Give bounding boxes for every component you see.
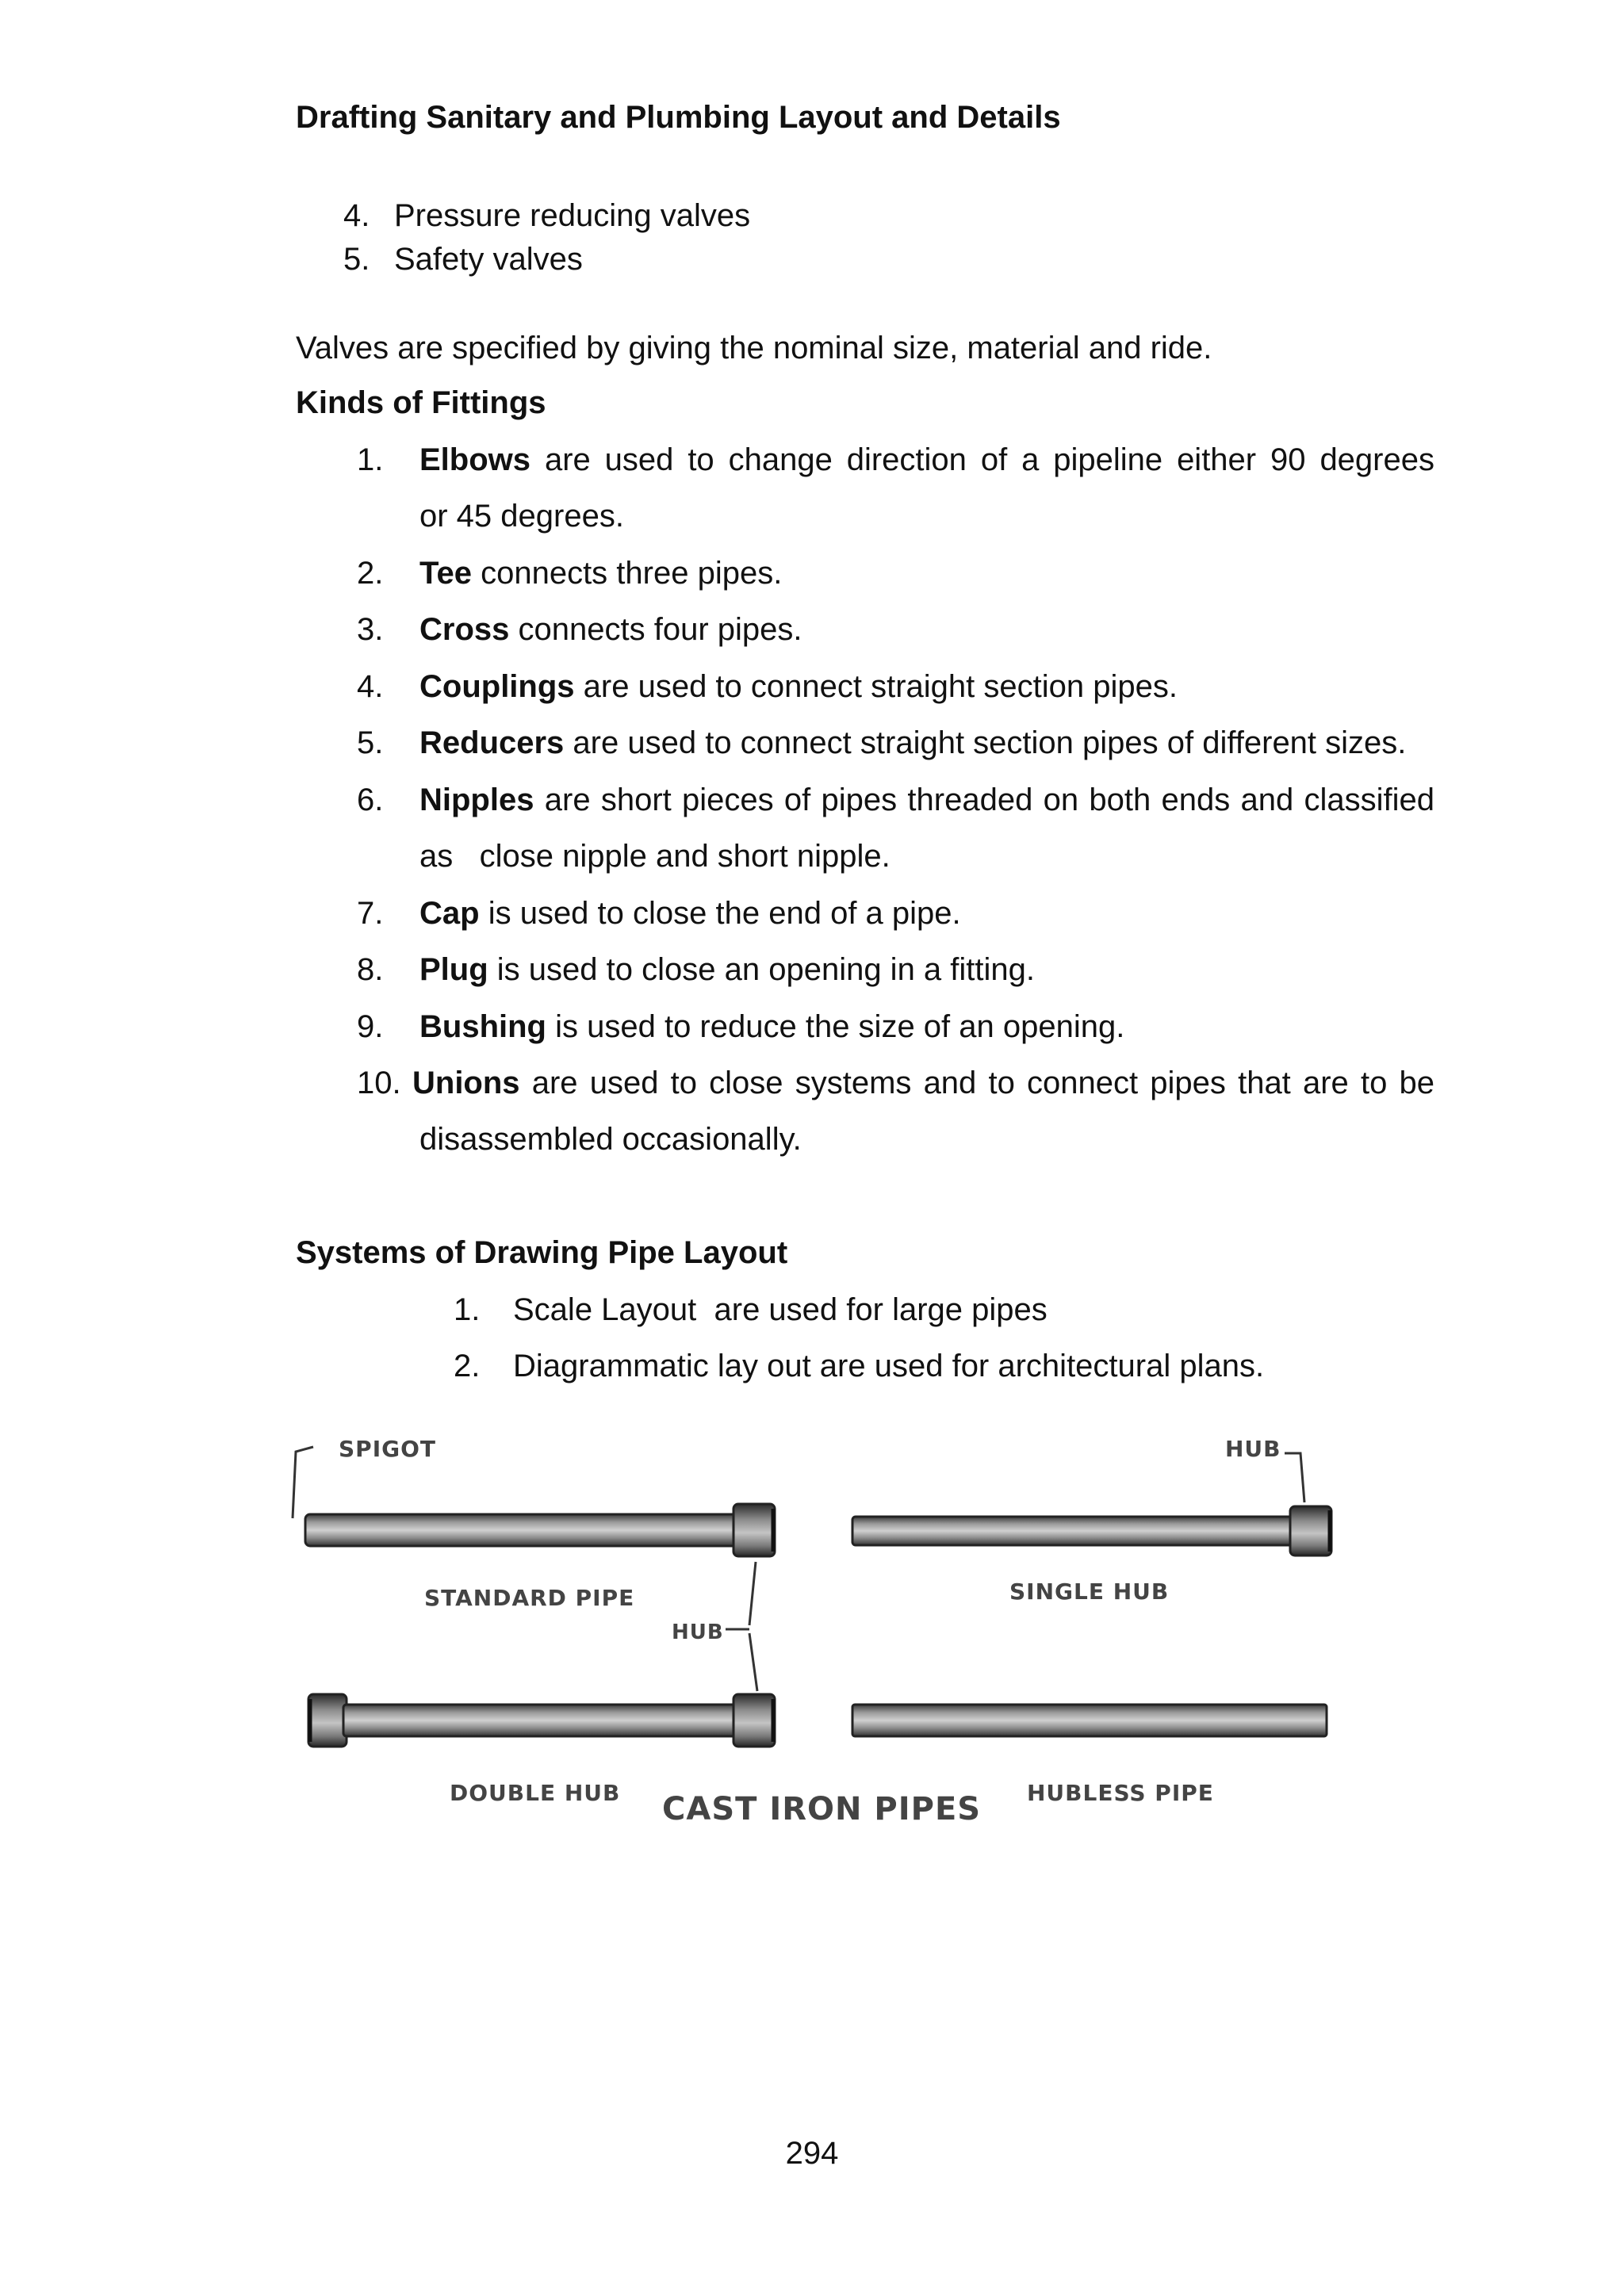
fitting-term: Bushing	[419, 1009, 546, 1044]
leader-lines	[293, 1447, 1304, 1691]
fitting-description-continued: or 45 degrees.	[419, 499, 624, 534]
single-hub-pipe	[852, 1506, 1331, 1556]
fitting-number: 10.	[357, 1066, 401, 1100]
fitting-term: Reducers	[419, 725, 565, 760]
fitting-description: connects four pipes.	[509, 612, 802, 647]
fitting-number: 4.	[357, 669, 384, 704]
double-hub-pipe	[308, 1694, 775, 1747]
fitting-item	[419, 1008, 1124, 1046]
fitting-item	[419, 554, 782, 592]
single-hub-label: SINGLE HUB	[1009, 1578, 1170, 1605]
page-number: 294	[785, 2136, 839, 2171]
fitting-number: 2.	[357, 556, 384, 591]
cast-iron-pipes-illustration	[282, 1431, 1344, 1851]
figure-caption: CAST IRON PIPES	[662, 1791, 982, 1827]
fitting-term: Couplings	[419, 669, 575, 704]
fitting-description: connects three pipes.	[471, 556, 783, 591]
fitting-description: are short pieces of pipes threaded on both ends and classified	[534, 783, 1434, 817]
fitting-item	[419, 951, 1035, 989]
double-hub-label: DOUBLE HUB	[450, 1780, 621, 1806]
fitting-item	[419, 668, 1178, 706]
standard-pipe	[305, 1504, 775, 1556]
hubless-pipe	[852, 1705, 1327, 1736]
fitting-term: Elbows	[419, 442, 531, 477]
fitting-description: is used to close the end of a pipe.	[479, 896, 961, 931]
page-header-title: Drafting Sanitary and Plumbing Layout and Details	[296, 100, 1061, 135]
fitting-term: Cross	[419, 612, 510, 647]
systems-item: Diagrammatic lay out are used for architectural plans.	[513, 1349, 1265, 1383]
hubless-pipe-label: HUBLESS PIPE	[1027, 1780, 1214, 1806]
systems-heading: Systems of Drawing Pipe Layout	[296, 1235, 788, 1270]
valve-list-item: Pressure reducing valves	[394, 198, 751, 233]
fitting-description: is used to reduce the size of an opening.	[546, 1009, 1125, 1044]
fitting-number: 8.	[357, 952, 384, 987]
systems-number: 2.	[454, 1349, 481, 1383]
fitting-term: Plug	[419, 952, 488, 987]
fitting-description: are used to change direction of a pipeline either 90 degrees	[530, 442, 1434, 477]
fitting-number: 5.	[357, 725, 384, 760]
fitting-number: 1.	[357, 442, 384, 477]
fitting-term: Nipples	[419, 783, 534, 817]
cast-iron-pipes-figure	[282, 1431, 1344, 1851]
valve-list-number: 4.	[343, 198, 370, 233]
fitting-description-continued: as close nipple and short nipple.	[419, 839, 891, 874]
fittings-heading: Kinds of Fittings	[296, 385, 546, 420]
valve-list-item: Safety valves	[394, 242, 583, 277]
systems-item: Scale Layout are used for large pipes	[513, 1292, 1048, 1327]
hub-top-leader	[1285, 1453, 1304, 1502]
fitting-item	[419, 610, 802, 649]
fitting-description-continued: disassembled occasionally.	[419, 1122, 802, 1157]
systems-number: 1.	[454, 1292, 481, 1327]
fitting-number: 7.	[357, 896, 384, 931]
fitting-number: 3.	[357, 612, 384, 647]
hub-middle-label: HUB	[672, 1621, 724, 1644]
fitting-item	[419, 781, 1434, 819]
spigot-label: SPIGOT	[339, 1436, 436, 1462]
fitting-description: is used to close an opening in a fitting.	[488, 952, 1036, 987]
fitting-term: Unions	[412, 1066, 520, 1100]
fitting-item	[419, 441, 1434, 479]
fitting-description: are used to close systems and to connect pipes that are to be	[519, 1066, 1434, 1100]
fitting-description: are used to connect straight section pipes.	[574, 669, 1178, 704]
fitting-term: Tee	[419, 556, 472, 591]
hub-middle-leader-down	[749, 1633, 757, 1691]
fitting-item	[419, 724, 1406, 762]
valve-list-number: 5.	[343, 242, 370, 277]
standard-pipe-label: STANDARD PIPE	[424, 1585, 635, 1611]
fitting-item	[419, 894, 961, 932]
fitting-number: 6.	[357, 783, 384, 817]
hub-middle-leader-up	[749, 1562, 756, 1625]
fitting-term: Cap	[419, 896, 480, 931]
hub-top-label: HUB	[1225, 1436, 1281, 1462]
valve-spec-paragraph: Valves are specified by giving the nominal size, material and ride.	[296, 331, 1212, 365]
fitting-number: 9.	[357, 1009, 384, 1044]
fitting-item	[412, 1064, 1434, 1102]
spigot-leader	[293, 1447, 313, 1518]
fitting-description: are used to connect straight section pipes of different sizes.	[564, 725, 1407, 760]
